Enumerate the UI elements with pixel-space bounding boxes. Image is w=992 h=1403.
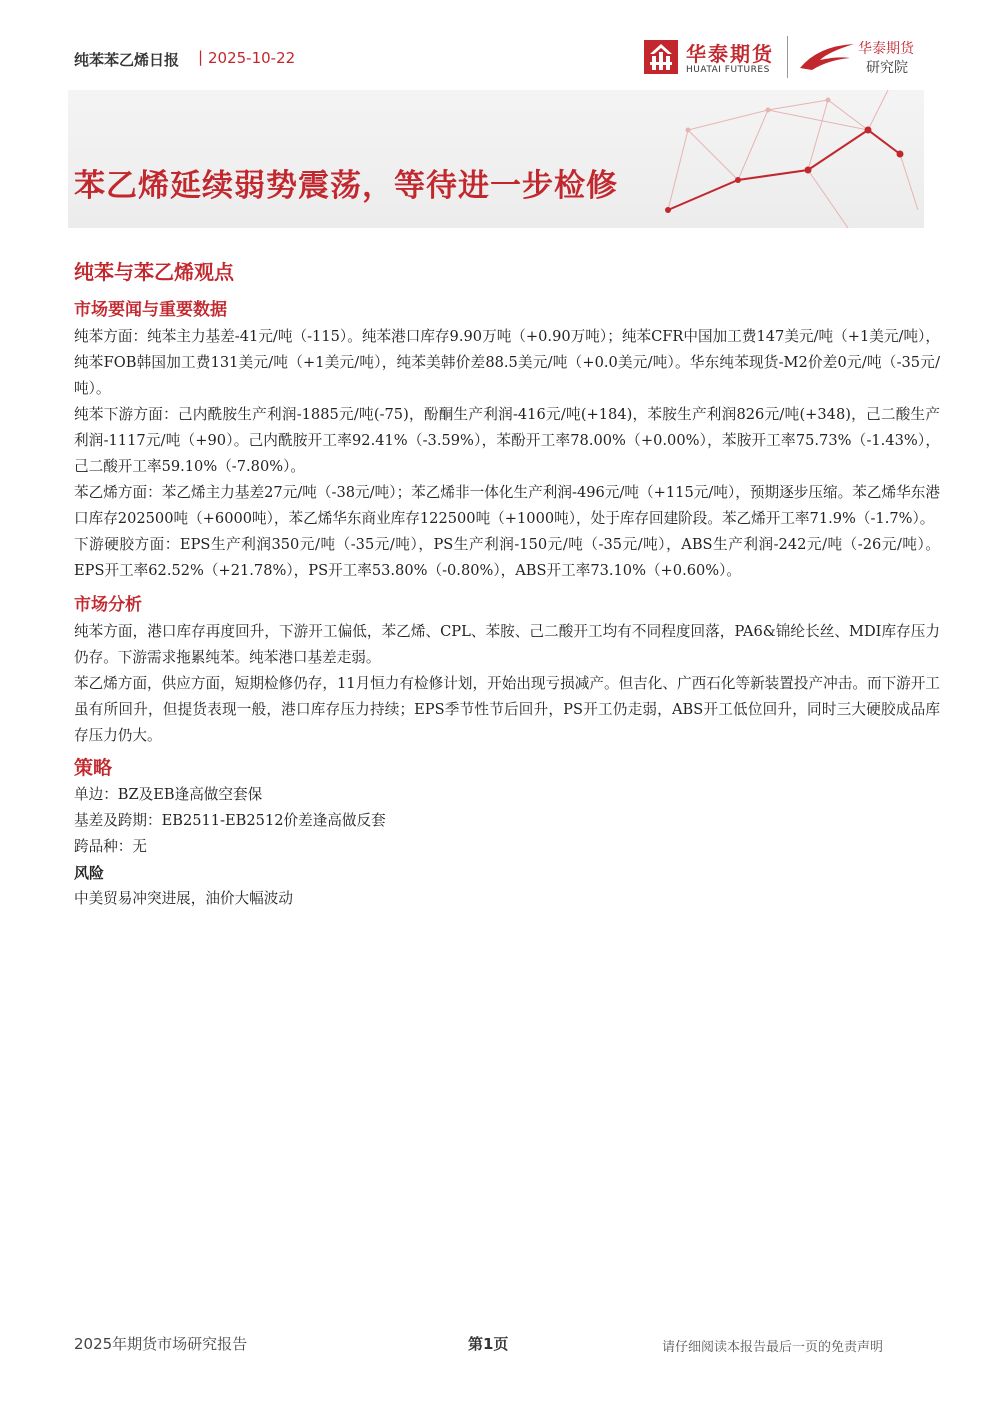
news-paragraph: 苯乙烯方面：苯乙烯主力基差27元/吨（-38元/吨）；苯乙烯非一体化生产利润-496元/吨（+115元/吨），预期逐步压缩。苯乙烯华东港口库存202500吨（+6000吨），苯乙烯华东商业库存122500吨（+1000吨），处于库存回建阶段。苯乙烯开工率71.9%（-1.7%）。 xyxy=(74,484,940,527)
footer-report-type: 2025年期货市场研究报告 xyxy=(74,1335,248,1353)
institute-name-line1: 华泰期货 xyxy=(858,41,914,57)
disclaimer-note: 请仔细阅读本报告最后一页的免责声明 xyxy=(662,1340,884,1355)
analysis-paragraph: 纯苯方面，港口库存再度回升，下游开工偏低，苯乙烯、CPL、苯胺、己二酸开工均有不同程度回落，PA6&锦纶长丝、MDI库存压力仍存。下游需求拖累纯苯。纯苯港口基差走弱。 xyxy=(74,623,940,666)
section-title: 纯苯与苯乙烯观点 xyxy=(74,260,234,284)
logo-text-en: HUATAI FUTURES xyxy=(686,65,770,75)
report-headline: 苯乙烯延续弱势震荡，等待进一步检修 xyxy=(74,168,618,204)
strategy-line: 跨品种：无 xyxy=(74,838,147,855)
title-banner xyxy=(68,90,924,228)
page-header xyxy=(0,0,992,90)
institute-logo-icon xyxy=(798,42,856,72)
page-number: 第1页 xyxy=(468,1335,509,1353)
report-name: 纯苯苯乙烯日报 xyxy=(74,51,180,69)
main-content xyxy=(74,256,940,912)
analysis-paragraph: 苯乙烯方面，供应方面，短期检修仍存，11月恒力有检修计划，开始出现亏损减产。但吉化、广西石化等新装置投产冲击。而下游开工虽有所回升，但提货表现一般，港口库存压力持续；EPS季节性节后回升，PS开工仍走弱，ABS开工低位回升，同时三大硬胶成品库存压力仍大。 xyxy=(74,675,940,744)
risk-text: 中美贸易冲突进展，油价大幅波动 xyxy=(74,890,293,907)
strategy-line: 基差及跨期：EB2511-EB2512价差逢高做反套 xyxy=(74,812,386,829)
logo-divider xyxy=(787,36,788,78)
news-paragraph: 纯苯下游方面：己内酰胺生产利润-1885元/吨(-75)，酚酮生产利润-416元/吨(+184)，苯胺生产利润826元/吨(+348)，己二酸生产利润-1117元/吨（+90）。己内酰胺开工率92.41%（-3.59%），苯酚开工率78.00%（+0.00%），苯胺开工率75.73%（-1.43%），己二酸开工率59.10%（-7.80%）。 xyxy=(74,406,940,475)
news-title: 市场要闻与重要数据 xyxy=(74,300,227,320)
logo-text-cn: 华泰期货 xyxy=(686,42,774,66)
network-graphic xyxy=(628,90,924,228)
institute-name-line2: 研究院 xyxy=(866,60,908,76)
strategy-line: 单边：BZ及EB逢高做空套保 xyxy=(74,786,263,803)
huatai-logo-icon xyxy=(644,40,678,74)
report-date: 2025-10-22 xyxy=(208,49,296,67)
news-paragraph: 纯苯方面：纯苯主力基差-41元/吨（-115）。纯苯港口库存9.90万吨（+0.90万吨）；纯苯CFR中国加工费147美元/吨（+1美元/吨），纯苯FOB韩国加工费131美元/吨（+1美元/吨），纯苯美韩价差88.5美元/吨（+0.0美元/吨）。华东纯苯现货-M2价差0元/吨（-35元/吨）。 xyxy=(74,328,940,397)
risk-title: 风险 xyxy=(74,864,105,882)
news-paragraph: 下游硬胶方面：EPS生产利润350元/吨（-35元/吨），PS生产利润-150元/吨（-35元/吨），ABS生产利润-242元/吨（-26元/吨）。EPS开工率62.52%（+21.78%），PS开工率53.80%（-0.80%），ABS开工率73.10%（+0.60%）。 xyxy=(74,536,940,579)
header-separator: | xyxy=(198,48,204,66)
strategy-title: 策略 xyxy=(74,757,113,779)
analysis-title: 市场分析 xyxy=(74,595,142,615)
